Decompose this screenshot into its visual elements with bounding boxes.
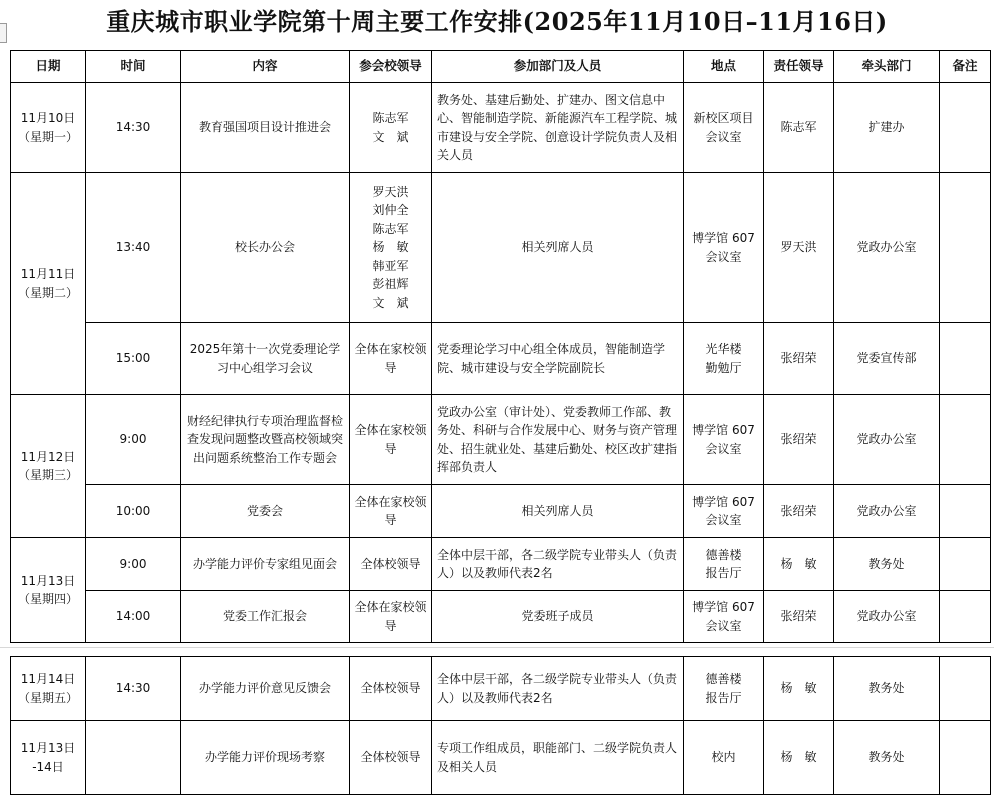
cell-responsible: 罗天洪 [764,173,834,323]
cell-leaders: 全体校领导 [350,538,432,591]
cell-content: 办学能力评价现场考察 [181,721,350,795]
cell-location: 博学馆 607 会议室 [684,591,764,643]
cell-location: 博学馆 607 会议室 [684,395,764,485]
header-location: 地点 [684,51,764,83]
cell-location: 德善楼 报告厅 [684,657,764,721]
cell-date: 11月13日 -14日 [11,721,86,795]
cell-responsible: 张绍荣 [764,485,834,538]
cell-lead-dept: 党委宣传部 [834,323,940,395]
cell-date: 11月12日 （星期三） [11,395,86,538]
cell-leaders: 全体在家校领导 [350,323,432,395]
table-row [11,83,991,173]
cell-location: 德善楼 报告厅 [684,538,764,591]
cell-responsible: 张绍荣 [764,395,834,485]
header-date: 日期 [11,51,86,83]
header-content: 内容 [181,51,350,83]
cell-leaders: 全体校领导 [350,657,432,721]
cell-participants: 党政办公室（审计处）、党委教师工作部、教务处、科研与合作发展中心、财务与资产管理处、招生就业处、基建后勤处、校区改扩建指挥部负责人 [432,395,684,485]
table-row [11,485,991,538]
header-time: 时间 [86,51,181,83]
schedule-table-continued [10,656,991,795]
cell-content: 党委会 [181,485,350,538]
cell-content: 党委工作汇报会 [181,591,350,643]
cell-remark [940,485,991,538]
cell-participants: 全体中层干部，各二级学院专业带头人（负责人）以及教师代表2名 [432,657,684,721]
cell-time: 10:00 [86,485,181,538]
cell-lead-dept: 教务处 [834,538,940,591]
cell-lead-dept: 党政办公室 [834,485,940,538]
cell-remark [940,591,991,643]
header-row [11,51,991,83]
cell-leaders: 全体校领导 [350,721,432,795]
cell-content: 校长办公会 [181,173,350,323]
cell-remark [940,323,991,395]
cell-location: 新校区项目 会议室 [684,83,764,173]
cell-participants: 相关列席人员 [432,173,684,323]
sheet-tab-marker[interactable] [0,23,7,43]
cell-participants: 党委理论学习中心组全体成员，智能制造学院、城市建设与安全学院副院长 [432,323,684,395]
cell-lead-dept: 党政办公室 [834,591,940,643]
table-row [11,173,991,323]
table-row [11,657,991,721]
cell-content: 办学能力评价专家组见面会 [181,538,350,591]
cell-remark [940,173,991,323]
cell-remark [940,395,991,485]
cell-leaders: 罗天洪 刘仲全 陈志军 杨 敏 韩亚军 彭祖辉 文 斌 [350,173,432,323]
cell-lead-dept: 教务处 [834,721,940,795]
cell-time: 15:00 [86,323,181,395]
table-row [11,721,991,795]
cell-time: 13:40 [86,173,181,323]
cell-responsible: 杨 敏 [764,721,834,795]
cell-content: 财经纪律执行专项治理监督检查发现问题整改暨高校领域突出问题系统整治工作专题会 [181,395,350,485]
cell-date: 11月14日 （星期五） [11,657,86,721]
cell-remark [940,538,991,591]
cell-participants: 专项工作组成员，职能部门、二级学院负责人及相关人员 [432,721,684,795]
cell-location: 光华楼 勤勉厅 [684,323,764,395]
cell-time: 14:30 [86,657,181,721]
cell-responsible: 陈志军 [764,83,834,173]
table-row [11,538,991,591]
cell-leaders: 陈志军 文 斌 [350,83,432,173]
cell-remark [940,721,991,795]
header-responsible: 责任领导 [764,51,834,83]
cell-location: 博学馆 607 会议室 [684,173,764,323]
cell-date: 11月10日 （星期一） [11,83,86,173]
cell-date: 11月13日 （星期四） [11,538,86,643]
header-participants: 参加部门及人员 [432,51,684,83]
cell-responsible: 杨 敏 [764,657,834,721]
cell-remark [940,657,991,721]
cell-date: 11月11日 （星期二） [11,173,86,395]
cell-time [86,721,181,795]
cell-remark [940,83,991,173]
cell-time: 9:00 [86,395,181,485]
cell-lead-dept: 扩建办 [834,83,940,173]
cell-location: 博学馆 607 会议室 [684,485,764,538]
cell-leaders: 全体在家校领导 [350,395,432,485]
cell-participants: 党委班子成员 [432,591,684,643]
cell-participants: 相关列席人员 [432,485,684,538]
cell-lead-dept: 党政办公室 [834,395,940,485]
cell-leaders: 全体在家校领导 [350,485,432,538]
cell-time: 14:30 [86,83,181,173]
cell-lead-dept: 教务处 [834,657,940,721]
cell-content: 2025年第十一次党委理论学习中心组学习会议 [181,323,350,395]
cell-content: 教育强国项目设计推进会 [181,83,350,173]
cell-participants: 教务处、基建后勤处、扩建办、图文信息中心、智能制造学院、新能源汽车工程学院、城市建设与安全学院、创意设计学院负责人及相关人员 [432,83,684,173]
header-leaders: 参会校领导 [350,51,432,83]
page-title: 重庆城市职业学院第十周主要工作安排(2025年11月10日–11月16日) [106,7,888,36]
table-row [11,323,991,395]
header-remark: 备注 [940,51,991,83]
schedule-table [10,50,991,643]
cell-responsible: 杨 敏 [764,538,834,591]
cell-time: 14:00 [86,591,181,643]
cell-responsible: 张绍荣 [764,591,834,643]
table-row [11,591,991,643]
cell-responsible: 张绍荣 [764,323,834,395]
cell-time: 9:00 [86,538,181,591]
table-row [11,395,991,485]
cell-content: 办学能力评价意见反馈会 [181,657,350,721]
cell-participants: 全体中层干部，各二级学院专业带头人（负责人）以及教师代表2名 [432,538,684,591]
header-lead-dept: 牵头部门 [834,51,940,83]
cell-location: 校内 [684,721,764,795]
cell-leaders: 全体在家校领导 [350,591,432,643]
cell-lead-dept: 党政办公室 [834,173,940,323]
page-break-line [0,647,994,648]
